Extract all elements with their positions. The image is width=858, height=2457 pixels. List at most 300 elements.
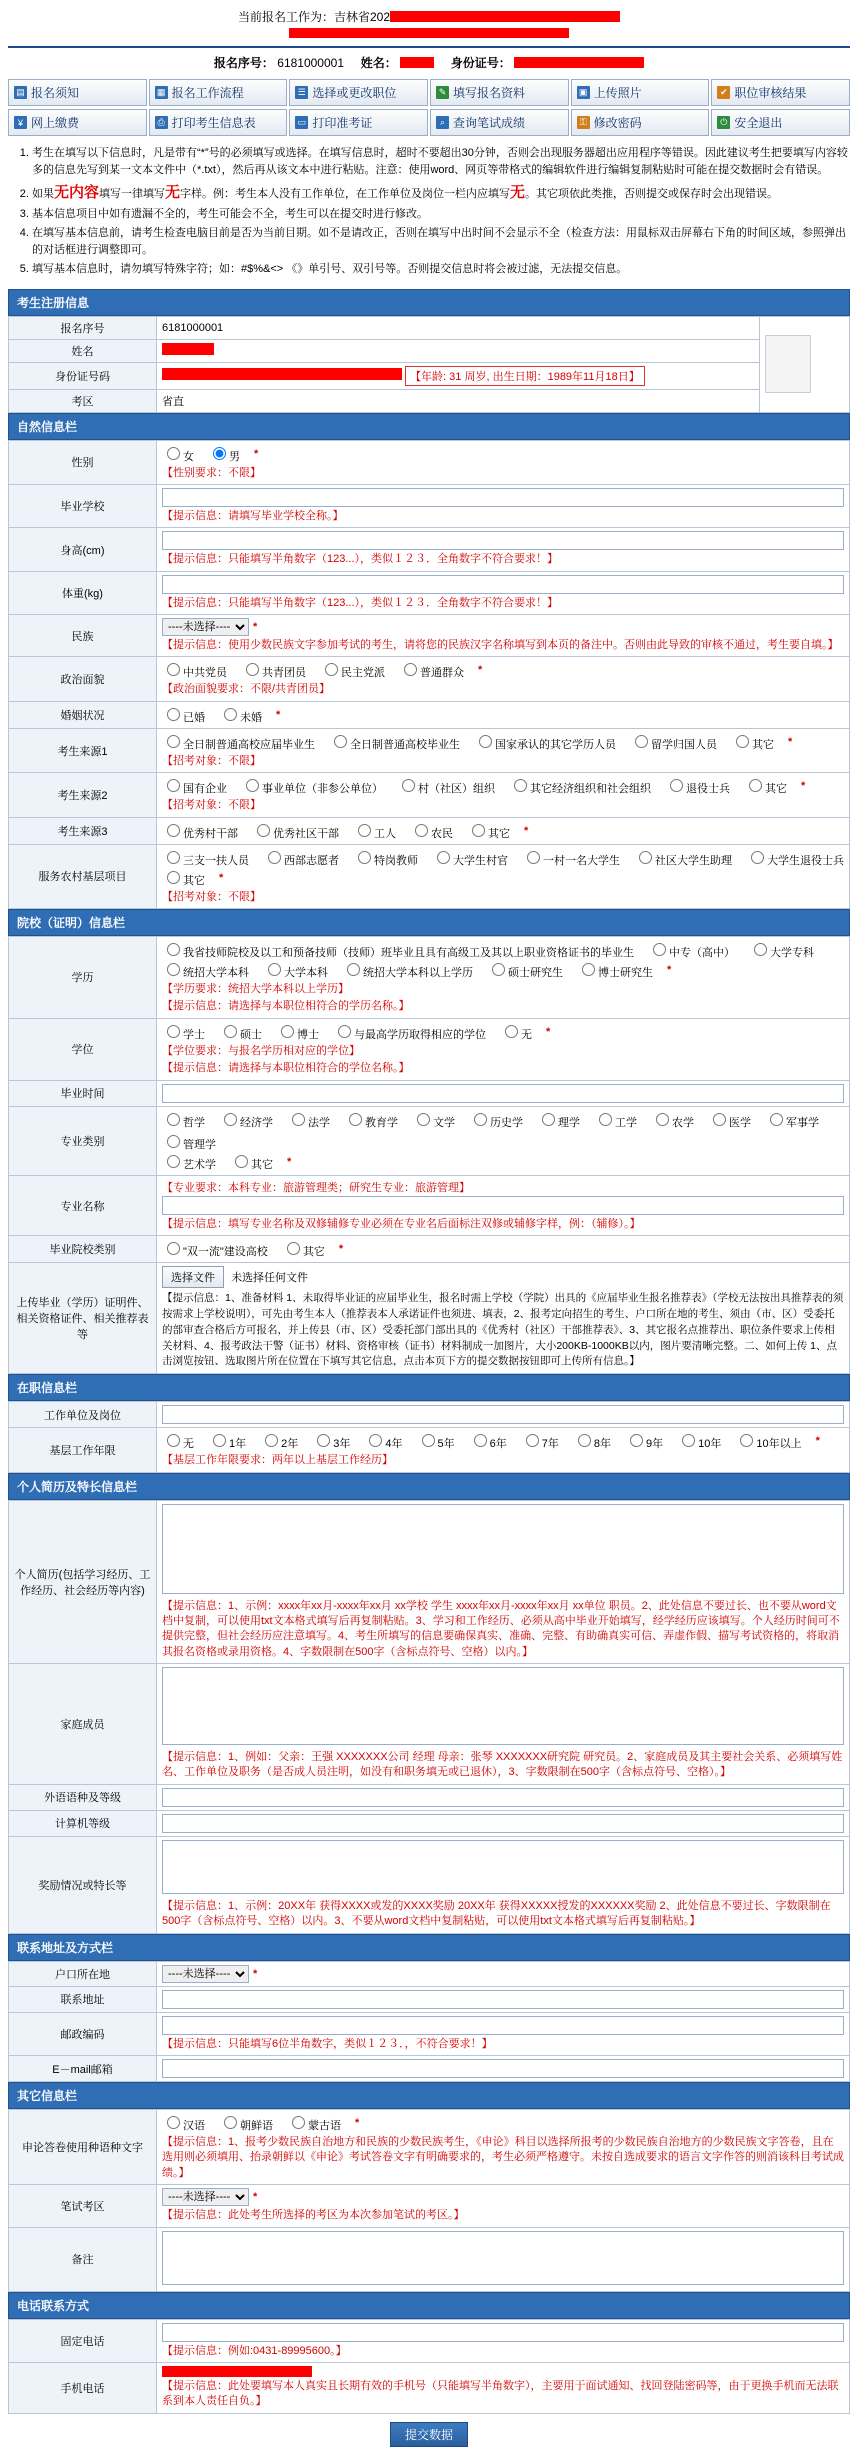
rural-radio-input[interactable]	[268, 851, 281, 864]
nav-button-change-password[interactable]	[571, 109, 710, 136]
label-exam-area: 考区	[9, 389, 157, 412]
table-row	[9, 1810, 850, 1836]
radio-answer-lang-2[interactable]	[287, 2113, 341, 2133]
radio-major-4[interactable]	[412, 1110, 455, 1130]
source2-radio-input[interactable]	[670, 779, 683, 792]
height-input[interactable]	[162, 531, 844, 550]
source2-radio-input[interactable]	[167, 779, 180, 792]
required-mark: *	[478, 664, 483, 677]
table-row	[9, 1236, 850, 1263]
hint-landline: 【提示信息：例如:0431-89995600。】	[162, 2344, 347, 2357]
years-radio-input[interactable]	[740, 1434, 753, 1447]
radio-major-10[interactable]	[765, 1110, 819, 1130]
years-radio-group[interactable]	[162, 1431, 844, 1451]
remark-textarea[interactable]	[162, 2231, 844, 2285]
nav-button-process[interactable]	[149, 79, 288, 106]
submit-button[interactable]: 提交数据	[390, 2422, 468, 2447]
rural-radio-input[interactable]	[639, 851, 652, 864]
radio-label: 其它	[183, 874, 205, 887]
radio-years-5[interactable]	[417, 1431, 455, 1451]
radio-major-13[interactable]	[230, 1152, 273, 1172]
radio-rural-4[interactable]	[522, 848, 620, 868]
major-type-radio-input[interactable]	[713, 1113, 726, 1126]
answer-language-radio-input[interactable]	[224, 2116, 237, 2129]
radio-label: 未婚	[240, 711, 262, 724]
nav-button-logout[interactable]	[711, 109, 850, 136]
label-landline: 固定电话	[9, 2319, 157, 2362]
rural-radio-input[interactable]	[167, 871, 180, 884]
rural-radio-group[interactable]	[162, 848, 844, 868]
years-radio-input[interactable]	[630, 1434, 643, 1447]
radio-label: 大学专科	[770, 947, 814, 960]
nav-label: 填写报名资料	[453, 86, 526, 100]
degree-radio-input[interactable]	[224, 1025, 237, 1038]
field-awards	[157, 1836, 850, 1933]
major-name-input[interactable]	[162, 1196, 844, 1215]
landline-input[interactable]	[162, 2323, 844, 2342]
radio-label: 农学	[672, 1116, 694, 1129]
email-field[interactable]	[162, 2059, 844, 2078]
school-table	[8, 936, 850, 1374]
radio-label: 6年	[489, 1438, 507, 1451]
radio-rural-5[interactable]	[634, 848, 732, 868]
radio-label: 共青团员	[262, 667, 306, 680]
political-radio-input[interactable]	[404, 663, 417, 676]
radio-label: 理学	[558, 1116, 580, 1129]
label-work-unit: 工作单位及岗位	[9, 1402, 157, 1428]
radio-education-4[interactable]	[263, 960, 328, 980]
register-table	[8, 316, 850, 413]
radio-school-type-1[interactable]	[282, 1239, 325, 1259]
answer-language-radio-input[interactable]	[167, 2116, 180, 2129]
radio-major-12[interactable]	[162, 1152, 216, 1172]
natural-table	[8, 440, 850, 910]
family-members-textarea[interactable]	[162, 1667, 844, 1745]
political-radio-input[interactable]	[325, 663, 338, 676]
source1-radio-group[interactable]	[162, 732, 844, 752]
radio-degree-2[interactable]	[276, 1022, 319, 1042]
major-type-radio-input[interactable]	[167, 1155, 180, 1168]
section-natural: 自然信息栏	[8, 413, 850, 440]
exam-area-select[interactable]	[162, 2188, 249, 2206]
radio-years-9[interactable]	[625, 1431, 663, 1451]
radio-years-6[interactable]	[469, 1431, 507, 1451]
source1-radio-input[interactable]	[167, 735, 180, 748]
years-radio-input[interactable]	[213, 1434, 226, 1447]
radio-school-type-0[interactable]	[162, 1239, 268, 1259]
label-awards: 奖励情况或特长等	[9, 1836, 157, 1933]
radio-marriage-1[interactable]	[219, 705, 262, 725]
education-radio-input[interactable]	[347, 963, 360, 976]
radio-source1-4[interactable]	[731, 732, 774, 752]
radio-label: 1年	[229, 1438, 247, 1451]
radio-major-9[interactable]	[708, 1110, 751, 1130]
source3-radio-input[interactable]	[358, 824, 371, 837]
hint-awards: 【提示信息：1、示例：20XX年 获得XXXX或发的XXXX奖励 20XX年 获得XXXXX授发的XXXXXX奖励 2、此处信息不要过长、字数限制在500字（含标点符号、空格）以内。3、不要从word文档中复制粘贴，可以使用txt文本格式填写后再复制粘贴。】	[162, 1899, 831, 1928]
label-major-name: 专业名称	[9, 1175, 157, 1236]
other-table	[8, 2109, 850, 2292]
education-radio-input[interactable]	[268, 963, 281, 976]
nation-select[interactable]	[162, 618, 249, 636]
graduate-school-input[interactable]	[162, 488, 844, 507]
radio-political-1[interactable]	[241, 660, 306, 680]
radio-major-7[interactable]	[594, 1110, 637, 1130]
source2-radio-input[interactable]	[514, 779, 527, 792]
radio-years-8[interactable]	[573, 1431, 611, 1451]
radio-source2-2[interactable]	[397, 776, 495, 796]
source3-radio-input[interactable]	[167, 824, 180, 837]
source1-radio-input[interactable]	[736, 735, 749, 748]
school-type-radio-input[interactable]	[287, 1242, 300, 1255]
awards-textarea[interactable]	[162, 1840, 844, 1894]
table-row	[9, 657, 850, 701]
field-zip	[157, 2012, 850, 2055]
nav-button-notice[interactable]	[8, 79, 147, 106]
years-radio-input[interactable]	[369, 1434, 382, 1447]
nav-button-fill-form[interactable]	[430, 79, 569, 106]
source2-radio-group[interactable]	[162, 776, 844, 796]
political-radio-input[interactable]	[246, 663, 259, 676]
radio-marriage-0[interactable]	[162, 705, 205, 725]
radio-rural-6[interactable]	[746, 848, 844, 868]
radio-label: 三支一扶人员	[183, 854, 249, 867]
radio-label: 博士	[297, 1028, 319, 1041]
source3-radio-input[interactable]	[415, 824, 428, 837]
radio-degree-0[interactable]	[162, 1022, 205, 1042]
degree-radio-group[interactable]	[162, 1022, 844, 1042]
table-row	[9, 2056, 850, 2082]
field-grad-time	[157, 1080, 850, 1106]
notice-item-5	[32, 261, 848, 278]
field-computer-level	[157, 1810, 850, 1836]
radio-label: 汉语	[183, 2120, 205, 2133]
major-type-radio-input[interactable]	[542, 1113, 555, 1126]
marriage-radio-group[interactable]	[162, 705, 844, 725]
school-type-radio-group[interactable]	[162, 1239, 844, 1259]
radio-gender-male[interactable]	[208, 444, 240, 464]
major-type-radio-input[interactable]	[349, 1113, 362, 1126]
education-radio-input[interactable]	[653, 943, 666, 956]
radio-source2-1[interactable]	[241, 776, 383, 796]
label-political: 政治面貌	[9, 657, 157, 701]
radio-degree-3[interactable]	[333, 1022, 486, 1042]
field-rural-project	[157, 844, 850, 908]
major-type-radio-group-2[interactable]	[162, 1152, 844, 1172]
nav-label: 上传照片	[593, 86, 642, 100]
years-radio-input[interactable]	[474, 1434, 487, 1447]
radio-years-1[interactable]	[208, 1431, 246, 1451]
source1-radio-input[interactable]	[635, 735, 648, 748]
radio-gender-female[interactable]	[162, 444, 194, 464]
years-radio-input[interactable]	[317, 1434, 330, 1447]
household-select[interactable]	[162, 1965, 249, 1983]
field-household	[157, 1961, 850, 1986]
nav-button-online-payment[interactable]	[8, 109, 147, 136]
radio-source2-0[interactable]	[162, 776, 227, 796]
major-type-radio-input[interactable]	[235, 1155, 248, 1168]
nav-button-review-result[interactable]	[711, 79, 850, 106]
radio-source1-2[interactable]	[474, 732, 616, 752]
rural-radio-input[interactable]	[358, 851, 371, 864]
marriage-radio-input[interactable]	[167, 708, 180, 721]
radio-major-11[interactable]	[162, 1132, 216, 1152]
degree-radio-input[interactable]	[167, 1025, 180, 1038]
label-degree: 学位	[9, 1018, 157, 1080]
table-row	[9, 1106, 850, 1175]
radio-major-5[interactable]	[469, 1110, 523, 1130]
table-row	[9, 440, 850, 484]
contact-address-input[interactable]	[162, 1990, 844, 2009]
radio-label: 留学归国人员	[651, 738, 717, 751]
nav-button-select-position[interactable]	[289, 79, 428, 106]
table-row	[9, 2110, 850, 2185]
nav-row-1	[8, 79, 850, 106]
political-radio-input[interactable]	[167, 663, 180, 676]
years-radio-input[interactable]	[167, 1434, 180, 1447]
radio-education-7[interactable]	[577, 960, 653, 980]
check-icon: ✔	[717, 86, 730, 99]
radio-political-0[interactable]	[162, 660, 227, 680]
nation-select-wrap	[162, 618, 844, 636]
zip-input[interactable]	[162, 2016, 844, 2035]
table-row	[9, 1784, 850, 1810]
major-type-radio-input[interactable]	[167, 1135, 180, 1148]
field-source2	[157, 773, 850, 817]
rural-radio-input[interactable]	[167, 851, 180, 864]
file-status-text: 未选择任何文件	[231, 1272, 309, 1285]
source2-radio-input[interactable]	[749, 779, 762, 792]
field-email	[157, 2056, 850, 2082]
radio-source1-3[interactable]	[630, 732, 717, 752]
radio-education-1[interactable]	[648, 940, 735, 960]
radio-source1-1[interactable]	[329, 732, 460, 752]
exit-icon: ⏻	[717, 116, 730, 129]
table-row	[9, 389, 850, 412]
field-grassroots-years	[157, 1428, 850, 1472]
radio-label: 医学	[729, 1116, 751, 1129]
years-radio-input[interactable]	[422, 1434, 435, 1447]
radio-education-2[interactable]	[749, 940, 814, 960]
education-radio-group-1[interactable]	[162, 940, 844, 960]
computer-level-input[interactable]	[162, 1814, 844, 1833]
school-type-radio-input[interactable]	[167, 1242, 180, 1255]
rural-radio-group-2[interactable]	[162, 868, 844, 888]
hint-zip: 【提示信息：只能填写6位半角数字，类似１２３．，不符合要求！】	[162, 2037, 493, 2050]
radio-degree-4[interactable]	[500, 1022, 532, 1042]
radio-label: 村（社区）组织	[418, 783, 495, 796]
label-nation: 民族	[9, 615, 157, 657]
radio-source3-0[interactable]	[162, 821, 238, 841]
radio-label: 8年	[593, 1438, 611, 1451]
gender-radio-input[interactable]	[167, 447, 180, 460]
radio-rural-2[interactable]	[353, 848, 418, 868]
source3-radio-input[interactable]	[472, 824, 485, 837]
source1-radio-input[interactable]	[334, 735, 347, 748]
radio-education-3[interactable]	[162, 960, 249, 980]
political-radio-group[interactable]	[162, 660, 844, 680]
label-name: 姓名	[9, 339, 157, 362]
major-type-radio-input[interactable]	[770, 1113, 783, 1126]
radio-label: 退役士兵	[686, 783, 730, 796]
table-row	[9, 571, 850, 614]
radio-years-7[interactable]	[521, 1431, 559, 1451]
section-contact: 联系地址及方式栏	[8, 1934, 850, 1961]
label-source3: 考生来源3	[9, 817, 157, 844]
required-mark: *	[788, 735, 793, 748]
flow-icon: ▦	[155, 86, 168, 99]
radio-major-2[interactable]	[287, 1110, 330, 1130]
personal-resume-textarea[interactable]	[162, 1504, 844, 1594]
field-gender	[157, 440, 850, 484]
photo-cell	[760, 316, 850, 412]
radio-major-1[interactable]	[219, 1110, 273, 1130]
table-row	[9, 1018, 850, 1080]
rural-radio-input[interactable]	[527, 851, 540, 864]
radio-label: 特岗教师	[374, 854, 418, 867]
radio-education-5[interactable]	[342, 960, 473, 980]
education-radio-input[interactable]	[582, 963, 595, 976]
radio-years-11[interactable]	[735, 1431, 801, 1451]
education-radio-input[interactable]	[167, 943, 180, 956]
choose-file-button[interactable]: 选择文件	[162, 1266, 224, 1288]
label-answer-language: 申论答卷使用种语种文字	[9, 2110, 157, 2185]
required-mark: *	[287, 1155, 292, 1168]
radio-major-6[interactable]	[537, 1110, 580, 1130]
radio-label: 其它	[765, 783, 787, 796]
major-type-radio-input[interactable]	[599, 1113, 612, 1126]
radio-label: 10年	[698, 1438, 722, 1451]
required-mark: *	[524, 824, 529, 837]
source3-radio-group[interactable]	[162, 821, 844, 841]
label-upload-cert: 上传毕业（学历）证明件、相关资格证件、相关推荐表等	[9, 1263, 157, 1374]
answer-language-radio-input[interactable]	[292, 2116, 305, 2129]
nav-label: 修改密码	[593, 116, 642, 130]
source2-radio-input[interactable]	[402, 779, 415, 792]
nav-label: 职位审核结果	[734, 86, 807, 100]
education-radio-group-2[interactable]	[162, 960, 844, 980]
radio-answer-lang-1[interactable]	[219, 2113, 273, 2133]
radio-political-3[interactable]	[399, 660, 464, 680]
degree-radio-input[interactable]	[338, 1025, 351, 1038]
radio-years-4[interactable]	[364, 1431, 402, 1451]
rural-radio-input[interactable]	[751, 851, 764, 864]
hint-written-exam-area: 【提示信息：此处考生所选择的考区为本次参加笔试的考区。】	[162, 2209, 465, 2222]
nav-button-print-ticket[interactable]	[289, 109, 428, 136]
field-personal-resume	[157, 1500, 850, 1664]
section-other: 其它信息栏	[8, 2082, 850, 2109]
radio-education-0[interactable]	[162, 940, 634, 960]
radio-source3-3[interactable]	[410, 821, 453, 841]
radio-answer-lang-0[interactable]	[162, 2113, 205, 2133]
radio-major-3[interactable]	[344, 1110, 398, 1130]
radio-source1-0[interactable]	[162, 732, 315, 752]
years-radio-input[interactable]	[682, 1434, 695, 1447]
table-row	[9, 316, 850, 339]
major-type-radio-input[interactable]	[474, 1113, 487, 1126]
source3-radio-input[interactable]	[257, 824, 270, 837]
radio-rural-0[interactable]	[162, 848, 249, 868]
radio-education-6[interactable]	[487, 960, 563, 980]
radio-label: 大学生村官	[453, 854, 508, 867]
gender-radio-input[interactable]	[213, 447, 226, 460]
radio-years-2[interactable]	[260, 1431, 298, 1451]
radio-political-2[interactable]	[320, 660, 385, 680]
major-type-radio-input[interactable]	[656, 1113, 669, 1126]
label-graduate-school: 毕业学校	[9, 484, 157, 527]
radio-source2-3[interactable]	[509, 776, 651, 796]
field-source1	[157, 728, 850, 772]
major-type-radio-input[interactable]	[167, 1113, 180, 1126]
major-type-radio-input[interactable]	[417, 1113, 430, 1126]
required-mark: *	[338, 1243, 344, 1256]
id-label: 身份证号：	[450, 56, 511, 70]
work-unit-input[interactable]	[162, 1405, 844, 1424]
degree-radio-input[interactable]	[281, 1025, 294, 1038]
years-radio-input[interactable]	[265, 1434, 278, 1447]
radio-years-10[interactable]	[677, 1431, 721, 1451]
major-type-radio-group-1[interactable]	[162, 1110, 844, 1152]
education-radio-input[interactable]	[167, 963, 180, 976]
answer-language-radio-group[interactable]	[162, 2113, 844, 2133]
radio-source3-2[interactable]	[353, 821, 396, 841]
radio-rural-7[interactable]	[162, 868, 205, 888]
radio-degree-1[interactable]	[219, 1022, 262, 1042]
table-row	[9, 1080, 850, 1106]
radio-rural-3[interactable]	[432, 848, 508, 868]
radio-label: 普通群众	[420, 667, 464, 680]
major-type-radio-input[interactable]	[224, 1113, 237, 1126]
major-type-radio-input[interactable]	[292, 1113, 305, 1126]
nav-button-upload-photo[interactable]	[571, 79, 710, 106]
submit-row	[8, 2414, 850, 2451]
field-work-unit	[157, 1402, 850, 1428]
label-personal-resume: 个人简历(包括学习经历、工作经历、社会经历等内容)	[9, 1500, 157, 1664]
foreign-language-input[interactable]	[162, 1788, 844, 1807]
degree-radio-input[interactable]	[505, 1025, 518, 1038]
years-radio-input[interactable]	[526, 1434, 539, 1447]
education-radio-input[interactable]	[492, 963, 505, 976]
radio-source2-4[interactable]	[665, 776, 730, 796]
source2-radio-input[interactable]	[246, 779, 259, 792]
radio-years-3[interactable]	[312, 1431, 350, 1451]
years-radio-input[interactable]	[578, 1434, 591, 1447]
marriage-radio-input[interactable]	[224, 708, 237, 721]
radio-source3-4[interactable]	[467, 821, 510, 841]
radio-label: 全日制普通高校应届毕业生	[183, 738, 315, 751]
nav-button-print-info[interactable]	[149, 109, 288, 136]
radio-label: 军事学	[786, 1116, 819, 1129]
weight-input[interactable]	[162, 575, 844, 594]
radio-source3-1[interactable]	[252, 821, 339, 841]
label-weight: 体重(kg)	[9, 571, 157, 614]
nav-button-query-score[interactable]	[430, 109, 569, 136]
grad-time-input[interactable]	[162, 1084, 844, 1103]
radio-rural-1[interactable]	[263, 848, 339, 868]
label-rural-project: 服务农村基层项目	[9, 844, 157, 908]
radio-label: 与最高学历取得相应的学位	[354, 1028, 486, 1041]
source1-radio-input[interactable]	[479, 735, 492, 748]
radio-major-0[interactable]	[162, 1110, 205, 1130]
rural-radio-input[interactable]	[437, 851, 450, 864]
radio-source2-5[interactable]	[744, 776, 787, 796]
table-row	[9, 1961, 850, 1986]
required-mark: *	[219, 871, 224, 884]
radio-major-8[interactable]	[651, 1110, 694, 1130]
required-mark: *	[355, 2117, 360, 2130]
education-radio-input[interactable]	[754, 943, 767, 956]
radio-years-0[interactable]	[162, 1431, 194, 1451]
gender-radio-group[interactable]	[162, 444, 844, 464]
